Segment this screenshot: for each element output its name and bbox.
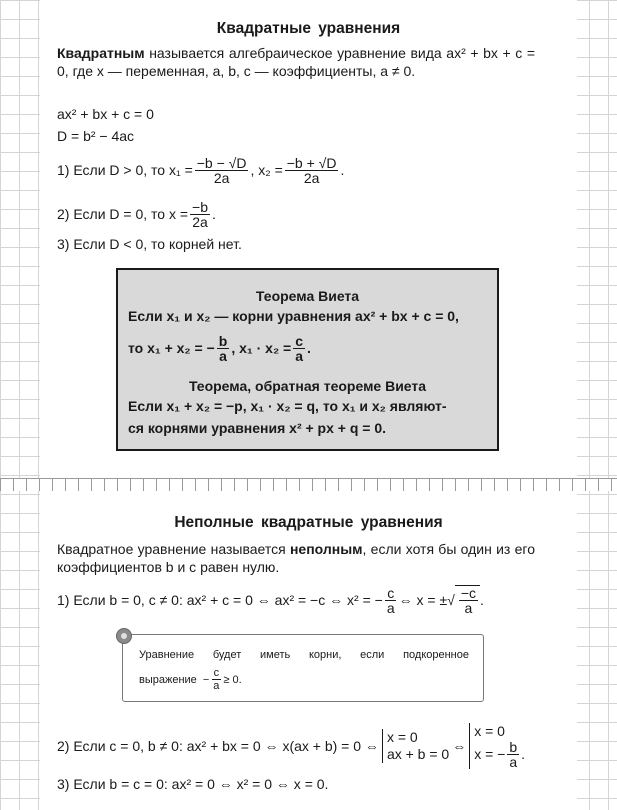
case1-prefix: 1) Если D > 0, то x₁ = bbox=[57, 162, 193, 178]
equation-line: ax² + bx + c = 0 bbox=[57, 106, 154, 122]
note-bullet-icon bbox=[116, 628, 132, 644]
note-line-2 bbox=[139, 667, 242, 692]
inverse-vieta-line-1: Если x₁ + x₂ = −p, x₁ · x₂ = q, то x₁ и x₂ являют- bbox=[128, 398, 447, 414]
inverse-vieta-line-2: ся корнями уравнения x² + px + q = 0. bbox=[128, 420, 387, 436]
incomplete-case1-post: ⇔ x = ± bbox=[398, 592, 448, 608]
incomplete-case1-prefix: 1) Если b = 0, c ≠ 0: ax² + c = 0 ⇔ ax² = −c ⇔ x² = − bbox=[57, 592, 383, 608]
incomplete-case2-line bbox=[57, 716, 528, 776]
definition-equation: ax² + bx + c = 0, bbox=[57, 45, 535, 79]
radical-sign: √ bbox=[447, 592, 455, 608]
fraction-numerator: −c bbox=[460, 585, 477, 601]
square-root bbox=[447, 585, 480, 615]
fraction-numerator: b bbox=[218, 332, 228, 349]
case1-line bbox=[57, 150, 344, 190]
fraction-numerator: b bbox=[509, 739, 518, 755]
definition-where: где x — переменная, a, b, c — коэффициенты, bbox=[68, 63, 377, 79]
vieta-line-2-middle: , x₁ · x₂ = bbox=[231, 340, 292, 356]
incomplete-definition bbox=[57, 540, 535, 576]
system-1-row-1: x = 0 bbox=[386, 729, 418, 745]
period: . bbox=[307, 340, 311, 356]
fraction-denominator: a bbox=[386, 599, 395, 616]
fraction-denominator: 2a bbox=[213, 169, 230, 186]
case2-prefix: 2) Если D = 0, то x = bbox=[57, 206, 189, 222]
system-2-row-2 bbox=[474, 740, 525, 769]
note-line-2-prefix: выражение bbox=[139, 673, 197, 686]
definition-text: называется алгебраическое уравнение вида bbox=[144, 45, 442, 61]
definition-condition: a ≠ 0. bbox=[380, 63, 416, 79]
case1-fraction-1 bbox=[195, 156, 249, 185]
vieta-line-2-prefix: то x₁ + x₂ = − bbox=[128, 340, 215, 356]
case2-fraction bbox=[190, 200, 210, 229]
incomplete-def-term: неполным bbox=[289, 541, 363, 557]
vieta-line-2 bbox=[128, 330, 488, 366]
incomplete-case3-line: 3) Если b = c = 0: ax² = 0 ⇔ x² = 0 ⇔ x = 0. bbox=[57, 776, 329, 792]
incomplete-def-post: , если хотя бы один из его коэффициентов b и c равен нулю. bbox=[57, 541, 535, 575]
vieta-title: Теорема Виета bbox=[255, 288, 360, 304]
case3-line: 3) Если D < 0, то корней нет. bbox=[57, 236, 242, 252]
fraction-denominator: a bbox=[295, 347, 304, 364]
fraction-denominator: 2a bbox=[303, 169, 320, 186]
incomplete-case2-prefix: 2) Если c = 0, b ≠ 0: ax² + bx = 0 ⇔ x(ax + b) = 0 ⇔ bbox=[57, 738, 379, 754]
note-callout bbox=[122, 634, 484, 702]
incomplete-def-pre: Квадратное уравнение называется bbox=[57, 541, 290, 557]
fraction-numerator: c bbox=[387, 584, 395, 601]
period: . bbox=[340, 162, 345, 178]
definition-term: Квадратным bbox=[57, 45, 145, 61]
vieta-fraction-c-a bbox=[293, 334, 305, 363]
note-line-1: Уравнение будет иметь корни, если подкоренное bbox=[139, 649, 469, 661]
fraction-numerator: −b + √D bbox=[286, 154, 337, 171]
inverse-vieta-title: Теорема, обратная теореме Виета bbox=[188, 378, 427, 394]
system-brace-2 bbox=[469, 723, 525, 769]
fraction-denominator: a bbox=[509, 754, 518, 770]
system-1-row-2: ax + b = 0 bbox=[386, 746, 450, 762]
fraction-numerator: −b − √D bbox=[196, 154, 247, 171]
period: . bbox=[212, 206, 216, 222]
system-brace-1 bbox=[382, 729, 449, 763]
discriminant-line: D = b² − 4ac bbox=[57, 128, 135, 144]
case1-fraction-2 bbox=[285, 156, 339, 185]
note-inequality: ≥ 0. bbox=[223, 673, 242, 686]
section-title-quadratic: Квадратные уравнения bbox=[216, 20, 401, 37]
system-2-row-2-prefix: x = − bbox=[474, 746, 506, 762]
fraction-denominator: a bbox=[213, 680, 220, 692]
incomplete-case1-line bbox=[57, 580, 484, 620]
fraction-numerator: c bbox=[213, 667, 220, 679]
system-2-fraction bbox=[507, 740, 519, 769]
fraction-numerator: c bbox=[295, 332, 304, 349]
minus-sign: − bbox=[202, 673, 210, 686]
incomplete-case1-fraction bbox=[385, 586, 397, 615]
case1-middle: , x₂ = bbox=[250, 162, 283, 178]
fraction-numerator: −b bbox=[192, 198, 208, 215]
period: . bbox=[480, 592, 484, 608]
radicand-fraction bbox=[459, 586, 478, 615]
system-2-row-1: x = 0 bbox=[474, 723, 505, 739]
vieta-line-1: Если x₁ и x₂ — корни уравнения ax² + bx + c = 0, bbox=[128, 308, 459, 324]
radicand bbox=[455, 585, 480, 615]
vieta-theorem-box bbox=[116, 268, 499, 451]
equivalence-arrow: ⇔ bbox=[452, 738, 467, 754]
case2-line bbox=[57, 194, 216, 234]
fraction-denominator: 2a bbox=[192, 213, 208, 230]
section-title-incomplete: Неполные квадратные уравнения bbox=[174, 514, 443, 531]
section-divider bbox=[0, 478, 617, 491]
vieta-fraction-b-a bbox=[217, 334, 230, 363]
fraction-denominator: a bbox=[219, 347, 227, 364]
fraction-denominator: a bbox=[464, 600, 473, 616]
period: . bbox=[521, 746, 526, 762]
definition-paragraph bbox=[57, 44, 535, 80]
note-fraction bbox=[211, 667, 221, 692]
